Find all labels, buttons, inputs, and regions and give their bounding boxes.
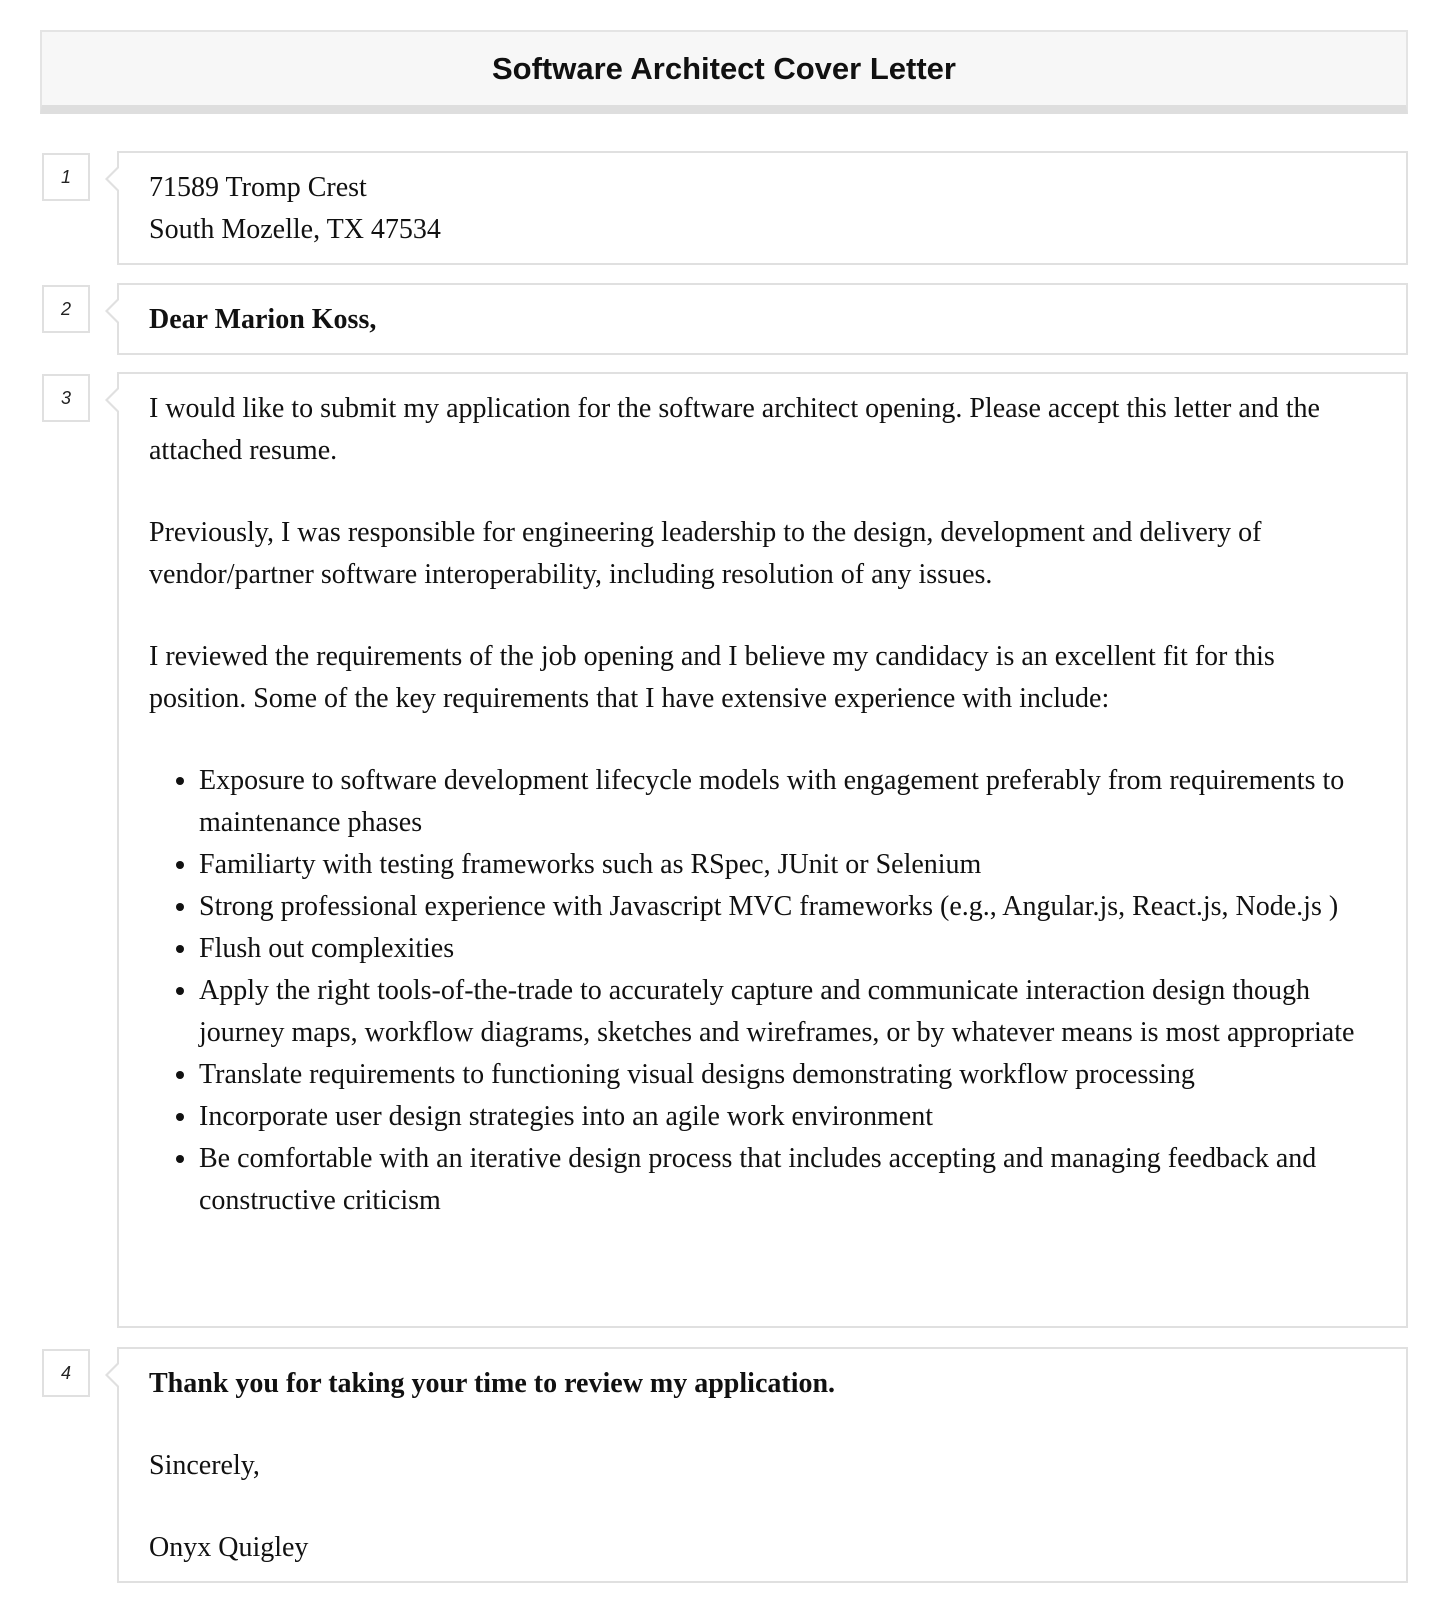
- section-number-4: 4: [42, 1349, 90, 1397]
- closing-block: [117, 1347, 1408, 1583]
- list-item: • Familiarty with testing frameworks such as RSpec, JUnit or Selenium: [199, 844, 1376, 886]
- section-number-3: 3: [42, 374, 90, 422]
- address-block: [117, 151, 1408, 265]
- signoff-text: Sincerely,: [149, 1450, 260, 1481]
- greeting-block: [117, 283, 1408, 355]
- list-item: • Exposure to software development lifecycle models with engagement preferably from requirements to maintenance phases: [199, 760, 1376, 844]
- list-item: • Strong professional experience with Javascript MVC frameworks (e.g., Angular.js, React.js, Node.js ): [199, 886, 1376, 928]
- list-item: • Flush out complexities: [199, 928, 1376, 970]
- body-paragraph: I would like to submit my application for the software architect opening. Please accept this letter and the attached resume.: [149, 393, 1320, 466]
- list-item: • Translate requirements to functioning visual designs demonstrating workflow processing: [199, 1054, 1376, 1096]
- letter-body-block: [117, 372, 1408, 1328]
- signature-text: Onyx Quigley: [149, 1532, 309, 1563]
- closing-text: Thank you for taking your time to review my application.: [149, 1368, 836, 1399]
- section-number-1: 1: [42, 153, 90, 201]
- page-title: Software Architect Cover Letter: [492, 50, 956, 86]
- address-line-2: South Mozelle, TX 47534: [149, 214, 441, 245]
- section-number-2: 2: [42, 285, 90, 333]
- list-item: • Be comfortable with an iterative design process that includes accepting and managing feedback and constructive criticism: [199, 1138, 1376, 1222]
- list-item: • Incorporate user design strategies into an agile work environment: [199, 1096, 1376, 1138]
- body-paragraph: Previously, I was responsible for engineering leadership to the design, development and delivery of vendor/partner software interoperability, including resolution of any issues.: [149, 517, 1262, 590]
- header-bar: [40, 30, 1408, 114]
- requirements-list: [149, 760, 1376, 1222]
- greeting-text: Dear Marion Koss,: [149, 304, 377, 335]
- list-item: • Apply the right tools-of-the-trade to accurately capture and communicate interaction design though journey maps, workflow diagrams, sketches and wireframes, or by whatever means is most appropriate: [199, 970, 1376, 1054]
- address-line-1: 71589 Tromp Crest: [149, 172, 367, 203]
- body-paragraph: I reviewed the requirements of the job opening and I believe my candidacy is an excellent fit for this position. Some of the key requirements that I have extensive experience with include:: [149, 641, 1275, 714]
